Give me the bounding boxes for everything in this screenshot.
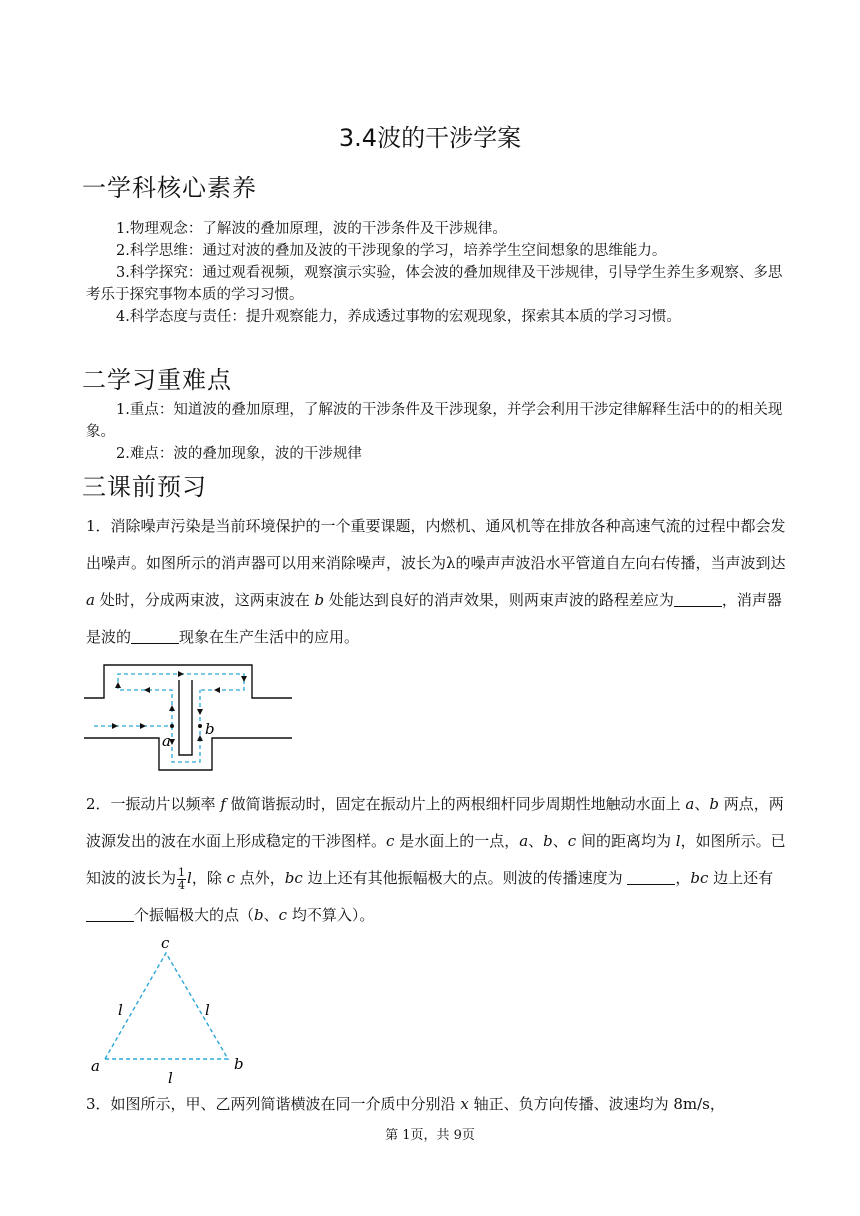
answer-blank[interactable] xyxy=(131,627,179,644)
point-b-label: b xyxy=(234,1055,244,1073)
muffler-diagram xyxy=(84,660,294,778)
core-literacy-list xyxy=(86,218,786,328)
side-ac-label: l xyxy=(118,1001,123,1019)
answer-blank[interactable] xyxy=(674,590,722,607)
point-b-label: b xyxy=(205,720,215,738)
section-heading-preview: 三课前预习 xyxy=(82,473,207,501)
point-c-label: c xyxy=(161,935,170,952)
core-literacy-item: 4.科学态度与责任：提升观察能力，养成透过事物的宏观现象，探索其本质的学习习惯。 xyxy=(116,309,681,325)
key-point-item: 2.难点：波的叠加现象，波的干涉规律 xyxy=(116,446,362,462)
key-point-item: 1.重点：知道波的叠加原理，了解波的干涉条件及干涉现象，并学会利用干涉定律解释生活中的的相关现象。 xyxy=(86,402,783,440)
section-heading-key-points: 二学习重难点 xyxy=(82,366,232,394)
key-points-list xyxy=(86,399,786,465)
side-ab-label: l xyxy=(168,1069,173,1085)
question-1: 1．消除噪声污染是当前环境保护的一个重要课题，内燃机、通风机等在排放各种高速气流的过程中都会发出噪声。如图所示的消声器可以用来消除噪声，波长为λ的噪声声波沿水平管道自左向右传播，当声波到达 a 处时，分成两束波，这两束波在 b 处能达到良好的消声效果，则两束声波的路程差应为 ，消声器是波的 现象在生产生活中的应用。 xyxy=(86,517,786,646)
side-bc-label: l xyxy=(205,1001,210,1019)
question-3: 3．如图所示，甲、乙两列简谐横波在同一介质中分别沿 x 轴正、负方向传播、波速均为 8m/s， xyxy=(86,1095,725,1113)
triangle-diagram xyxy=(88,935,258,1085)
question-2: 2．一振动片以频率 f 做简谐振动时，固定在振动片上的两根细杆同步周期性地触动水面上 a、b 两点，两波源发出的波在水面上形成稳定的干涉图样。c 是水面上的一点，a、b、c 间的距离均为 l，如图所示。已知波的波长为 $\frac{1}{4}$ l，除 c 点外，bc 边上还有其他振幅极大的点。则波的传播速度为 ，bc 边上还有 个振幅极大的点（b、c 均不算入）。 xyxy=(86,795,786,924)
section-heading-core-literacy: 一学科核心素养 xyxy=(82,174,257,202)
point-a-label: a xyxy=(162,732,171,750)
point-a-label: a xyxy=(91,1057,100,1075)
page-footer: 第 1页，共 9页 xyxy=(385,1128,475,1143)
answer-blank[interactable] xyxy=(627,868,675,885)
answer-blank[interactable] xyxy=(86,905,134,922)
fraction-one-quarter: $\frac{1}{4}$ xyxy=(178,865,186,892)
core-literacy-item: 1.物理观念：了解波的叠加原理，波的干涉条件及干涉规律。 xyxy=(116,221,507,237)
core-literacy-item: 2.科学思维：通过对波的叠加及波的干涉现象的学习，培养学生空间想象的思维能力。 xyxy=(116,243,667,259)
page-title: 3.4波的干涉学案 xyxy=(338,124,522,152)
core-literacy-item: 3.科学探究：通过观看视频，观察演示实验，体会波的叠加规律及干涉规律，引导学生养生多观察、多思考乐于探究事物本质的学习习惯。 xyxy=(86,265,783,303)
